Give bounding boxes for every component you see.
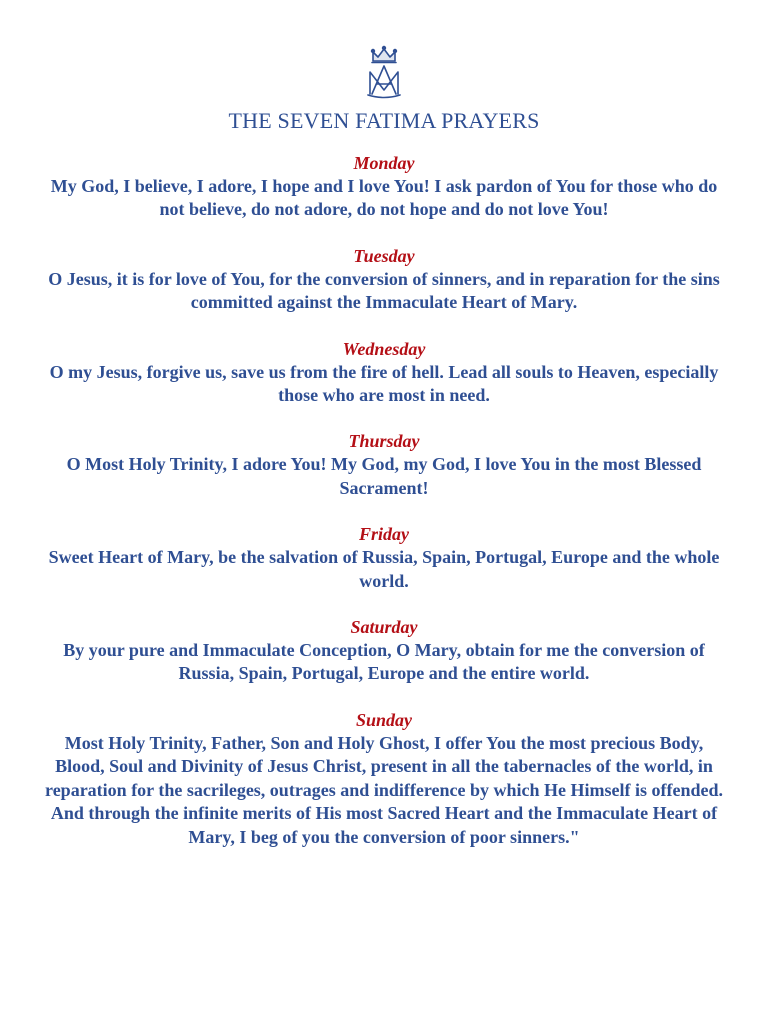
day-heading: Saturday: [350, 617, 418, 638]
day-heading: Sunday: [355, 709, 413, 730]
page-title: THE SEVEN FATIMA PRAYERS: [228, 108, 540, 133]
prayer-list: [40, 152, 728, 872]
prayer-wednesday: [40, 338, 728, 408]
prayer-text: By your pure and Immaculate Conception, O Mary, obtain for me the conversion of Russia, Spain, Portugal, Europe and the entire world.: [63, 640, 705, 684]
prayer-monday: [40, 152, 728, 222]
prayer-text: O Most Holy Trinity, I adore You! My God, my God, I love You in the most Blessed Sacrament!: [66, 454, 702, 498]
prayer-saturday: [40, 616, 728, 686]
prayer-sunday: [40, 709, 728, 849]
prayer-text: Most Holy Trinity, Father, Son and Holy Ghost, I offer You the most precious Body, Blood, Soul and Divinity of Jesus Christ, present in all the tabernacles of the world, in reparation for the sacrileges, outrages and indifference by which He Himself is offended. And through the infinite merits of His most Sacred Heart and the Immaculate Heart of Mary, I beg of you the conversion of poor sinners.": [45, 732, 723, 847]
day-heading: Tuesday: [353, 245, 415, 266]
prayer-tuesday: [40, 245, 728, 315]
day-heading: Friday: [358, 524, 409, 545]
ave-maria-monogram-crown-icon: [360, 44, 408, 100]
day-heading: Monday: [353, 153, 415, 173]
prayer-text: O my Jesus, forgive us, save us from the fire of hell. Lead all souls to Heaven, especially those who are most in need.: [49, 361, 719, 406]
prayer-text: Sweet Heart of Mary, be the salvation of Russia, Spain, Portugal, Europe and the whole world.: [48, 547, 720, 591]
day-heading: Wednesday: [342, 338, 426, 359]
day-heading: Thursday: [348, 431, 420, 452]
prayer-friday: [40, 523, 728, 593]
prayer-text: O Jesus, it is for love of You, for the conversion of sinners, and in reparation for the sins committed against the Immaculate Heart of Mary.: [48, 268, 720, 313]
prayer-text: My God, I believe, I adore, I hope and I love You! I ask pardon of You for those who do not believe, do not adore, do not hope and do not love You!: [50, 176, 718, 220]
prayer-thursday: [40, 430, 728, 500]
